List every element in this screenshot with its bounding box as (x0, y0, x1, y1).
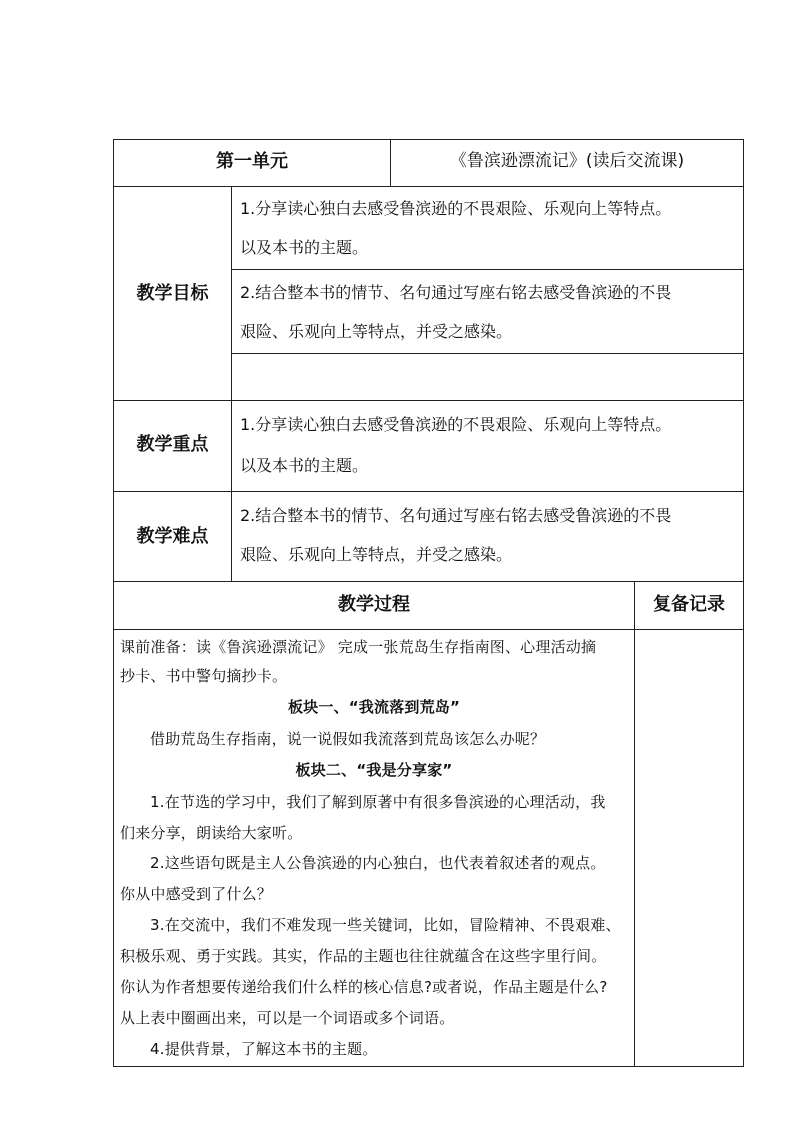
process-line: 抄卡、书中警句摘抄卡。 (120, 667, 288, 685)
table-border-bottom (113, 1066, 744, 1067)
section-heading: 板块二、“我是分享家” (295, 761, 453, 779)
process-line: 4.提供背景，了解这本书的主题。 (150, 1040, 378, 1058)
row-divider (113, 400, 744, 401)
process-line: 积极乐观、勇于实践。其实，作品的主题也往往就蕴含在这些字里行间。 (120, 947, 607, 965)
objectives-label: 教学目标 (136, 283, 209, 304)
difficulties-line-1: 2.结合整本书的情节、名句通过写座右铭去感受鲁滨逊的不畏 (240, 506, 672, 525)
lesson-title: 《鲁滨逊漂流记》(读后交流课) (449, 151, 685, 171)
row-divider (231, 269, 744, 270)
objective-1-line-2: 以及本书的主题。 (240, 238, 369, 257)
unit-title: 第一单元 (216, 151, 288, 172)
process-line: 借助荒岛生存指南，说一说假如我流落到荒岛该怎么办呢？ (150, 730, 546, 748)
process-line: 你认为作者想要传递给我们什么样的核心信息?或者说，作品主题是什么? (120, 978, 608, 996)
difficulties-line-2: 艰险、乐观向上等特点，并受之感染。 (240, 545, 513, 564)
process-line: 从上表中圈画出来，可以是一个词语或多个词语。 (120, 1009, 455, 1027)
row-divider (113, 581, 744, 582)
objective-2-line-1: 2.结合整本书的情节、名句通过写座右铭去感受鲁滨逊的不畏 (240, 283, 672, 302)
row-divider (113, 629, 744, 630)
row-divider (113, 186, 744, 187)
process-line: 2.这些语句既是主人公鲁滨逊的内心独白，也代表着叙述者的观点。 (150, 854, 606, 872)
row-divider (231, 353, 744, 354)
difficulties-label: 教学难点 (136, 526, 209, 547)
key-points-line-1: 1.分享读心独白去感受鲁滨逊的不畏艰险、乐观向上等特点。 (240, 415, 672, 434)
row-divider (113, 491, 744, 492)
process-line: 们来分享，朗读给大家听。 (120, 824, 303, 842)
process-line: 你从中感受到了什么？ (120, 885, 273, 903)
objective-2-line-2: 艰险、乐观向上等特点，并受之感染。 (240, 322, 513, 341)
process-label: 教学过程 (338, 594, 410, 615)
column-divider (231, 186, 232, 582)
section-heading: 板块一、“我流落到荒岛” (287, 698, 461, 716)
notes-label: 复备记录 (653, 594, 725, 615)
process-line: 1.在节选的学习中，我们了解到原著中有很多鲁滨逊的心理活动，我 (150, 793, 606, 811)
column-divider (634, 581, 635, 1067)
process-line: 课前准备：读《鲁滨逊漂流记》 完成一张荒岛生存指南图、心理活动摘 (120, 638, 597, 656)
table-border-top (113, 139, 744, 140)
process-line: 3.在交流中，我们不难发现一些关键词，比如，冒险精神、不畏艰难、 (150, 916, 621, 934)
key-points-line-2: 以及本书的主题。 (240, 456, 369, 475)
objective-1-line-1: 1.分享读心独白去感受鲁滨逊的不畏艰险、乐观向上等特点。 (240, 199, 672, 218)
key-points-label: 教学重点 (136, 434, 209, 455)
table-border-right (743, 139, 744, 1067)
